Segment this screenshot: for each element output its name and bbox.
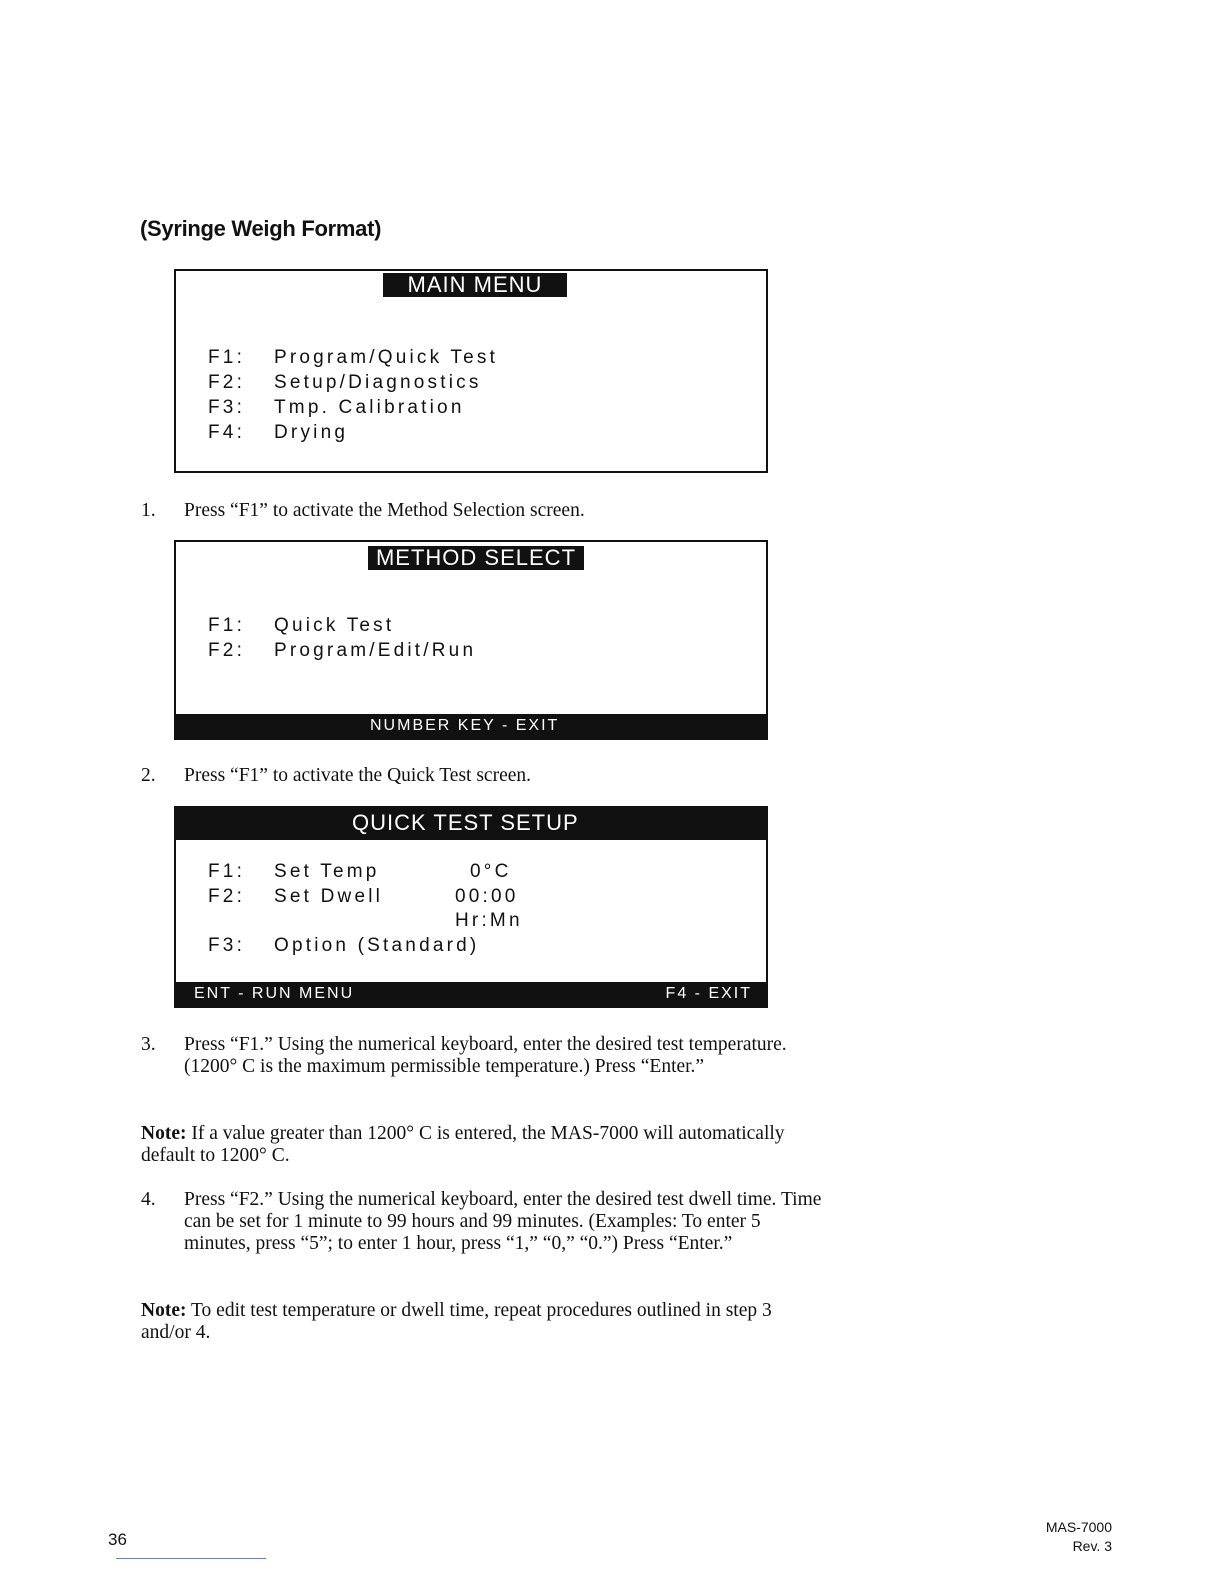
quick-test-title: QUICK TEST SETUP: [352, 810, 579, 835]
method-select-title: METHOD SELECT: [368, 546, 584, 570]
dwell-value: 00:00: [455, 886, 519, 907]
menu-label: Program/Edit/Run: [274, 640, 477, 661]
menu-label: Drying: [274, 422, 349, 443]
menu-key: F2:: [208, 372, 246, 393]
menu-key: F4:: [208, 422, 246, 443]
section-heading: (Syringe Weigh Format): [140, 216, 382, 241]
main-menu-title: MAIN MENU: [383, 273, 567, 297]
step-number: 3.: [141, 1034, 156, 1055]
footer-divider: [116, 1558, 266, 1559]
document-id: [1046, 1518, 1112, 1556]
main-menu-item-f4: [208, 422, 348, 444]
menu-key: F1:: [208, 615, 246, 636]
quick-test-item-f1: [208, 861, 380, 883]
method-select-screen: [174, 540, 768, 740]
menu-key: F3:: [208, 397, 246, 418]
footer-exit-hint: NUMBER KEY - EXIT: [370, 717, 560, 734]
menu-key: F2:: [208, 640, 246, 661]
menu-label: Program/Quick Test: [274, 347, 499, 368]
menu-key: F2:: [208, 886, 246, 907]
menu-label: Setup/Diagnostics: [274, 372, 482, 393]
step-number: 1.: [141, 500, 156, 521]
step-number: 4.: [141, 1189, 156, 1210]
menu-key: F1:: [208, 861, 246, 882]
step-text: Press “F1” to activate the Quick Test screen.: [184, 765, 532, 786]
menu-label: Quick Test: [274, 615, 395, 636]
note-label: Note:: [141, 1123, 187, 1144]
dwell-unit: Hr:Mn: [455, 910, 523, 931]
note-text: To edit test temperature or dwell time, repeat procedures outlined in step 3 and/or 4.: [141, 1300, 772, 1343]
quick-test-item-f2: [208, 886, 383, 908]
menu-label: Option (Standard): [274, 935, 480, 956]
page-number: 36: [108, 1530, 127, 1549]
menu-label: Set Dwell: [274, 886, 384, 907]
menu-key: F1:: [208, 347, 246, 368]
step-text: Press “F1.” Using the numerical keyboard, enter the desired test temperature. (1200° C is the maximum permissible temperature.) Press “Enter.”: [184, 1034, 787, 1077]
step-text: Press “F1” to activate the Method Selection screen.: [184, 500, 585, 521]
step-text: Press “F2.” Using the numerical keyboard, enter the desired test dwell time. Time can be set for 1 minute to 99 hours and 99 minutes. (Examples: To enter 5 minutes, press “5”; to enter 1 hour, press “1,” “0,” “0.”) Press “Enter.”: [184, 1189, 822, 1254]
main-menu-item-f3: [208, 397, 465, 419]
temp-value: 0°C: [470, 861, 512, 882]
note-edit-values: [141, 1300, 821, 1344]
step-number: 2.: [141, 765, 156, 786]
note-temperature-limit: [141, 1123, 821, 1167]
quick-test-item-f3: [208, 935, 479, 957]
menu-label: Set Temp: [274, 861, 380, 882]
main-menu-screen: [174, 269, 768, 473]
method-item-f1: [208, 615, 394, 637]
document-revision: Rev. 3: [1072, 1538, 1112, 1554]
quick-test-footer-bar: [174, 982, 768, 1008]
quick-test-title-bar: [174, 806, 768, 840]
method-item-f2: [208, 640, 476, 662]
note-text: If a value greater than 1200° C is entered, the MAS-7000 will automatically default to 1200° C.: [141, 1123, 785, 1166]
footer-exit-hint: F4 - EXIT: [665, 985, 752, 1002]
note-label: Note:: [141, 1300, 187, 1321]
document-model: MAS-7000: [1045, 1519, 1112, 1535]
footer-run-menu-hint: ENT - RUN MENU: [194, 985, 355, 1002]
menu-label: Tmp. Calibration: [274, 397, 465, 418]
main-menu-item-f2: [208, 372, 482, 394]
menu-key: F3:: [208, 935, 246, 956]
main-menu-item-f1: [208, 347, 498, 369]
quick-test-screen: [174, 806, 768, 1008]
method-select-footer-bar: [174, 714, 768, 740]
